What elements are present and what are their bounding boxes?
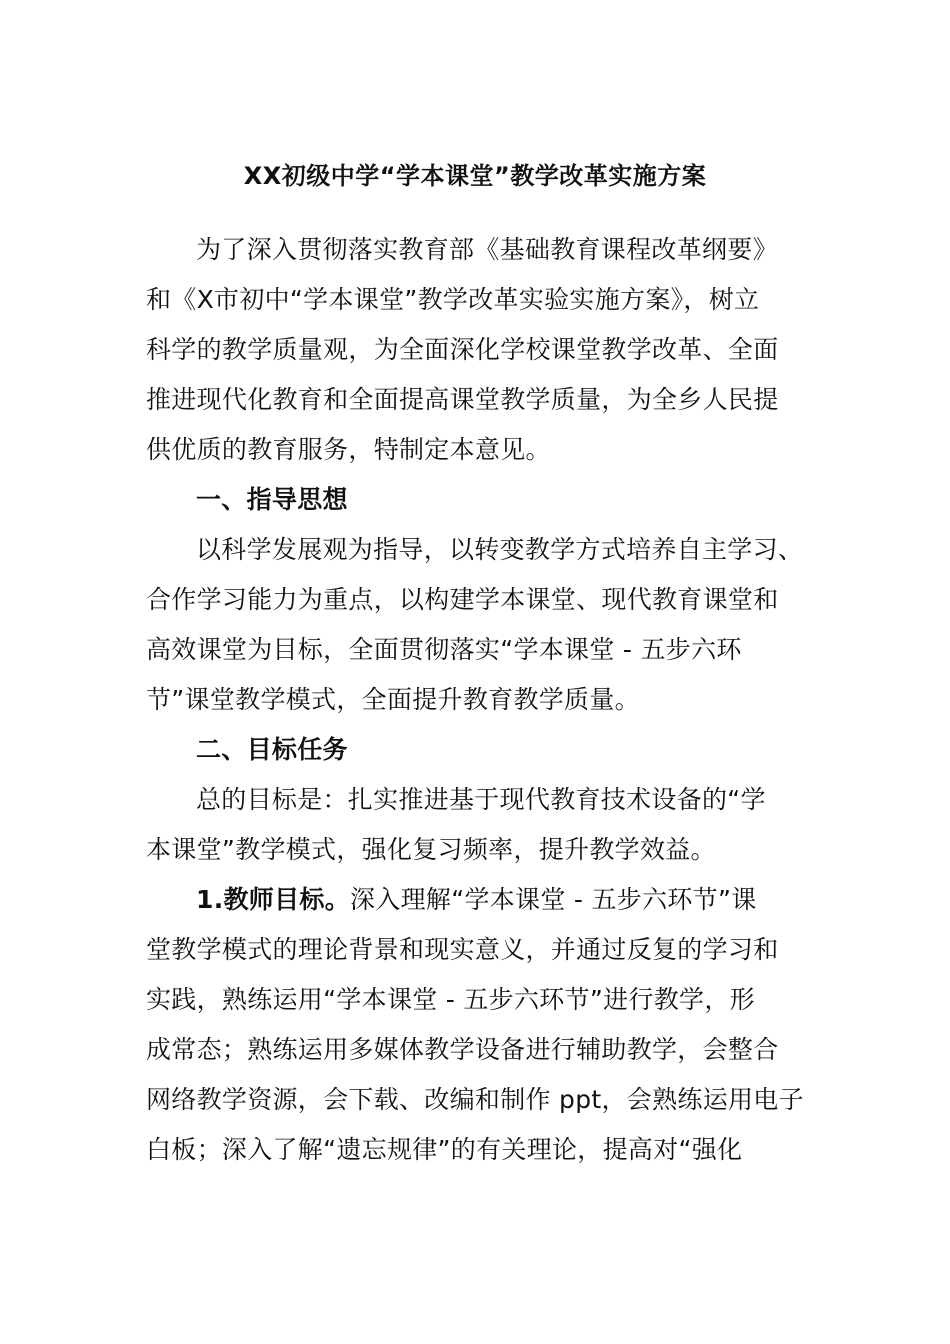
paragraph-line: 科学的教学质量观，为全面深化学校课堂教学改革、全面 — [146, 335, 779, 364]
paragraph-line: 实践，熟练运用“学本课堂 - 五步六环节”进行教学，形 — [146, 985, 755, 1014]
paragraph-line: 以科学发展观为指导，以转变教学方式培养自主学习、 — [196, 535, 804, 564]
subsection-label: 1.教师目标。 — [196, 885, 350, 914]
paragraph-line: 和《X市初中“学本课堂”教学改革实验实施方案》，树立 — [146, 285, 760, 314]
paragraph-line: 推进现代化教育和全面提高课堂教学质量，为全乡人民提 — [146, 385, 779, 414]
section-heading: 二、目标任务 — [196, 735, 348, 764]
document-title: XX初级中学“学本课堂”教学改革实施方案 — [243, 162, 707, 190]
paragraph-line: 堂教学模式的理论背景和现实意义，并通过反复的学习和 — [146, 935, 779, 964]
paragraph-line: 成常态；熟练运用多媒体教学设备进行辅助教学，会整合 — [146, 1035, 779, 1064]
paragraph-line — [196, 882, 757, 918]
paragraph-line: 白板；深入了解“遗忘规律”的有关理论，提高对“强化 — [146, 1135, 743, 1164]
paragraph-line: 为了深入贯彻落实教育部《基础教育课程改革纲要》 — [196, 235, 778, 264]
paragraph-line: 网络教学资源，会下载、改编和制作 ppt，会熟练运用电子 — [146, 1085, 804, 1114]
paragraph-line: 本课堂”教学模式，强化复习频率，提升教学效益。 — [146, 835, 716, 864]
paragraph-line: 高效课堂为目标，全面贯彻落实“学本课堂 - 五步六环 — [146, 635, 742, 664]
section-heading: 一、指导思想 — [196, 485, 348, 514]
paragraph-line: 节”课堂教学模式，全面提升教育教学质量。 — [146, 685, 640, 714]
paragraph-line: 总的目标是：扎实推进基于现代教育技术设备的“学 — [196, 785, 766, 814]
paragraph-text: 深入理解“学本课堂 - 五步六环节”课 — [350, 885, 757, 914]
paragraph-line: 合作学习能力为重点，以构建学本课堂、现代教育课堂和 — [146, 585, 779, 614]
paragraph-line: 供优质的教育服务，特制定本意见。 — [146, 435, 551, 464]
